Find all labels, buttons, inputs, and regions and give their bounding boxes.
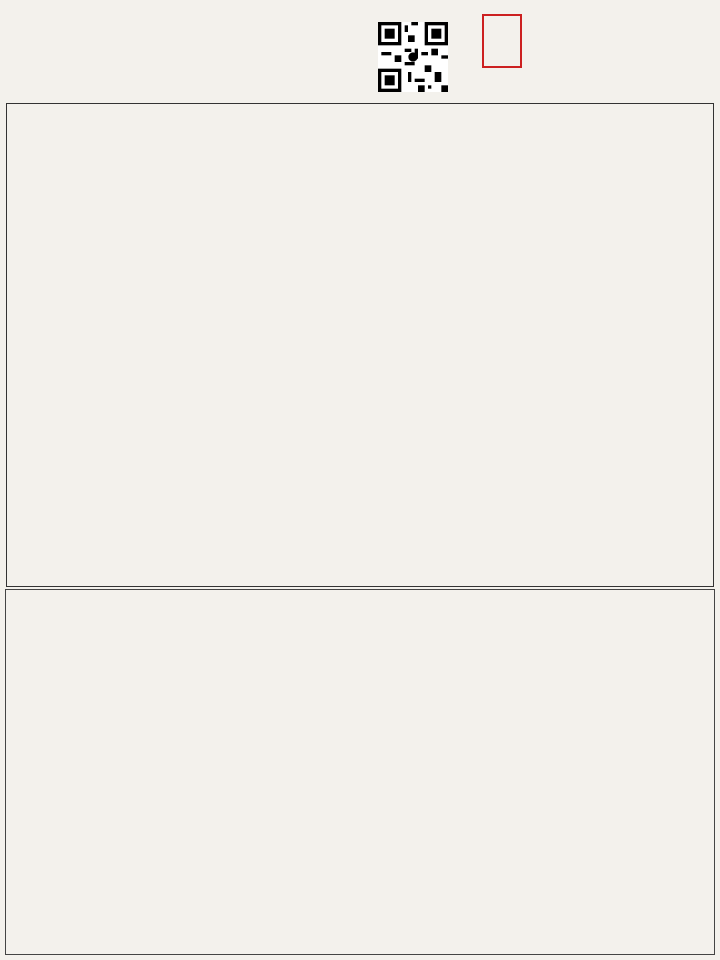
pillar-grid [6, 103, 714, 587]
qr-code-icon [378, 22, 448, 92]
annual-luck-table [5, 589, 715, 955]
seal-stamp [482, 14, 522, 68]
